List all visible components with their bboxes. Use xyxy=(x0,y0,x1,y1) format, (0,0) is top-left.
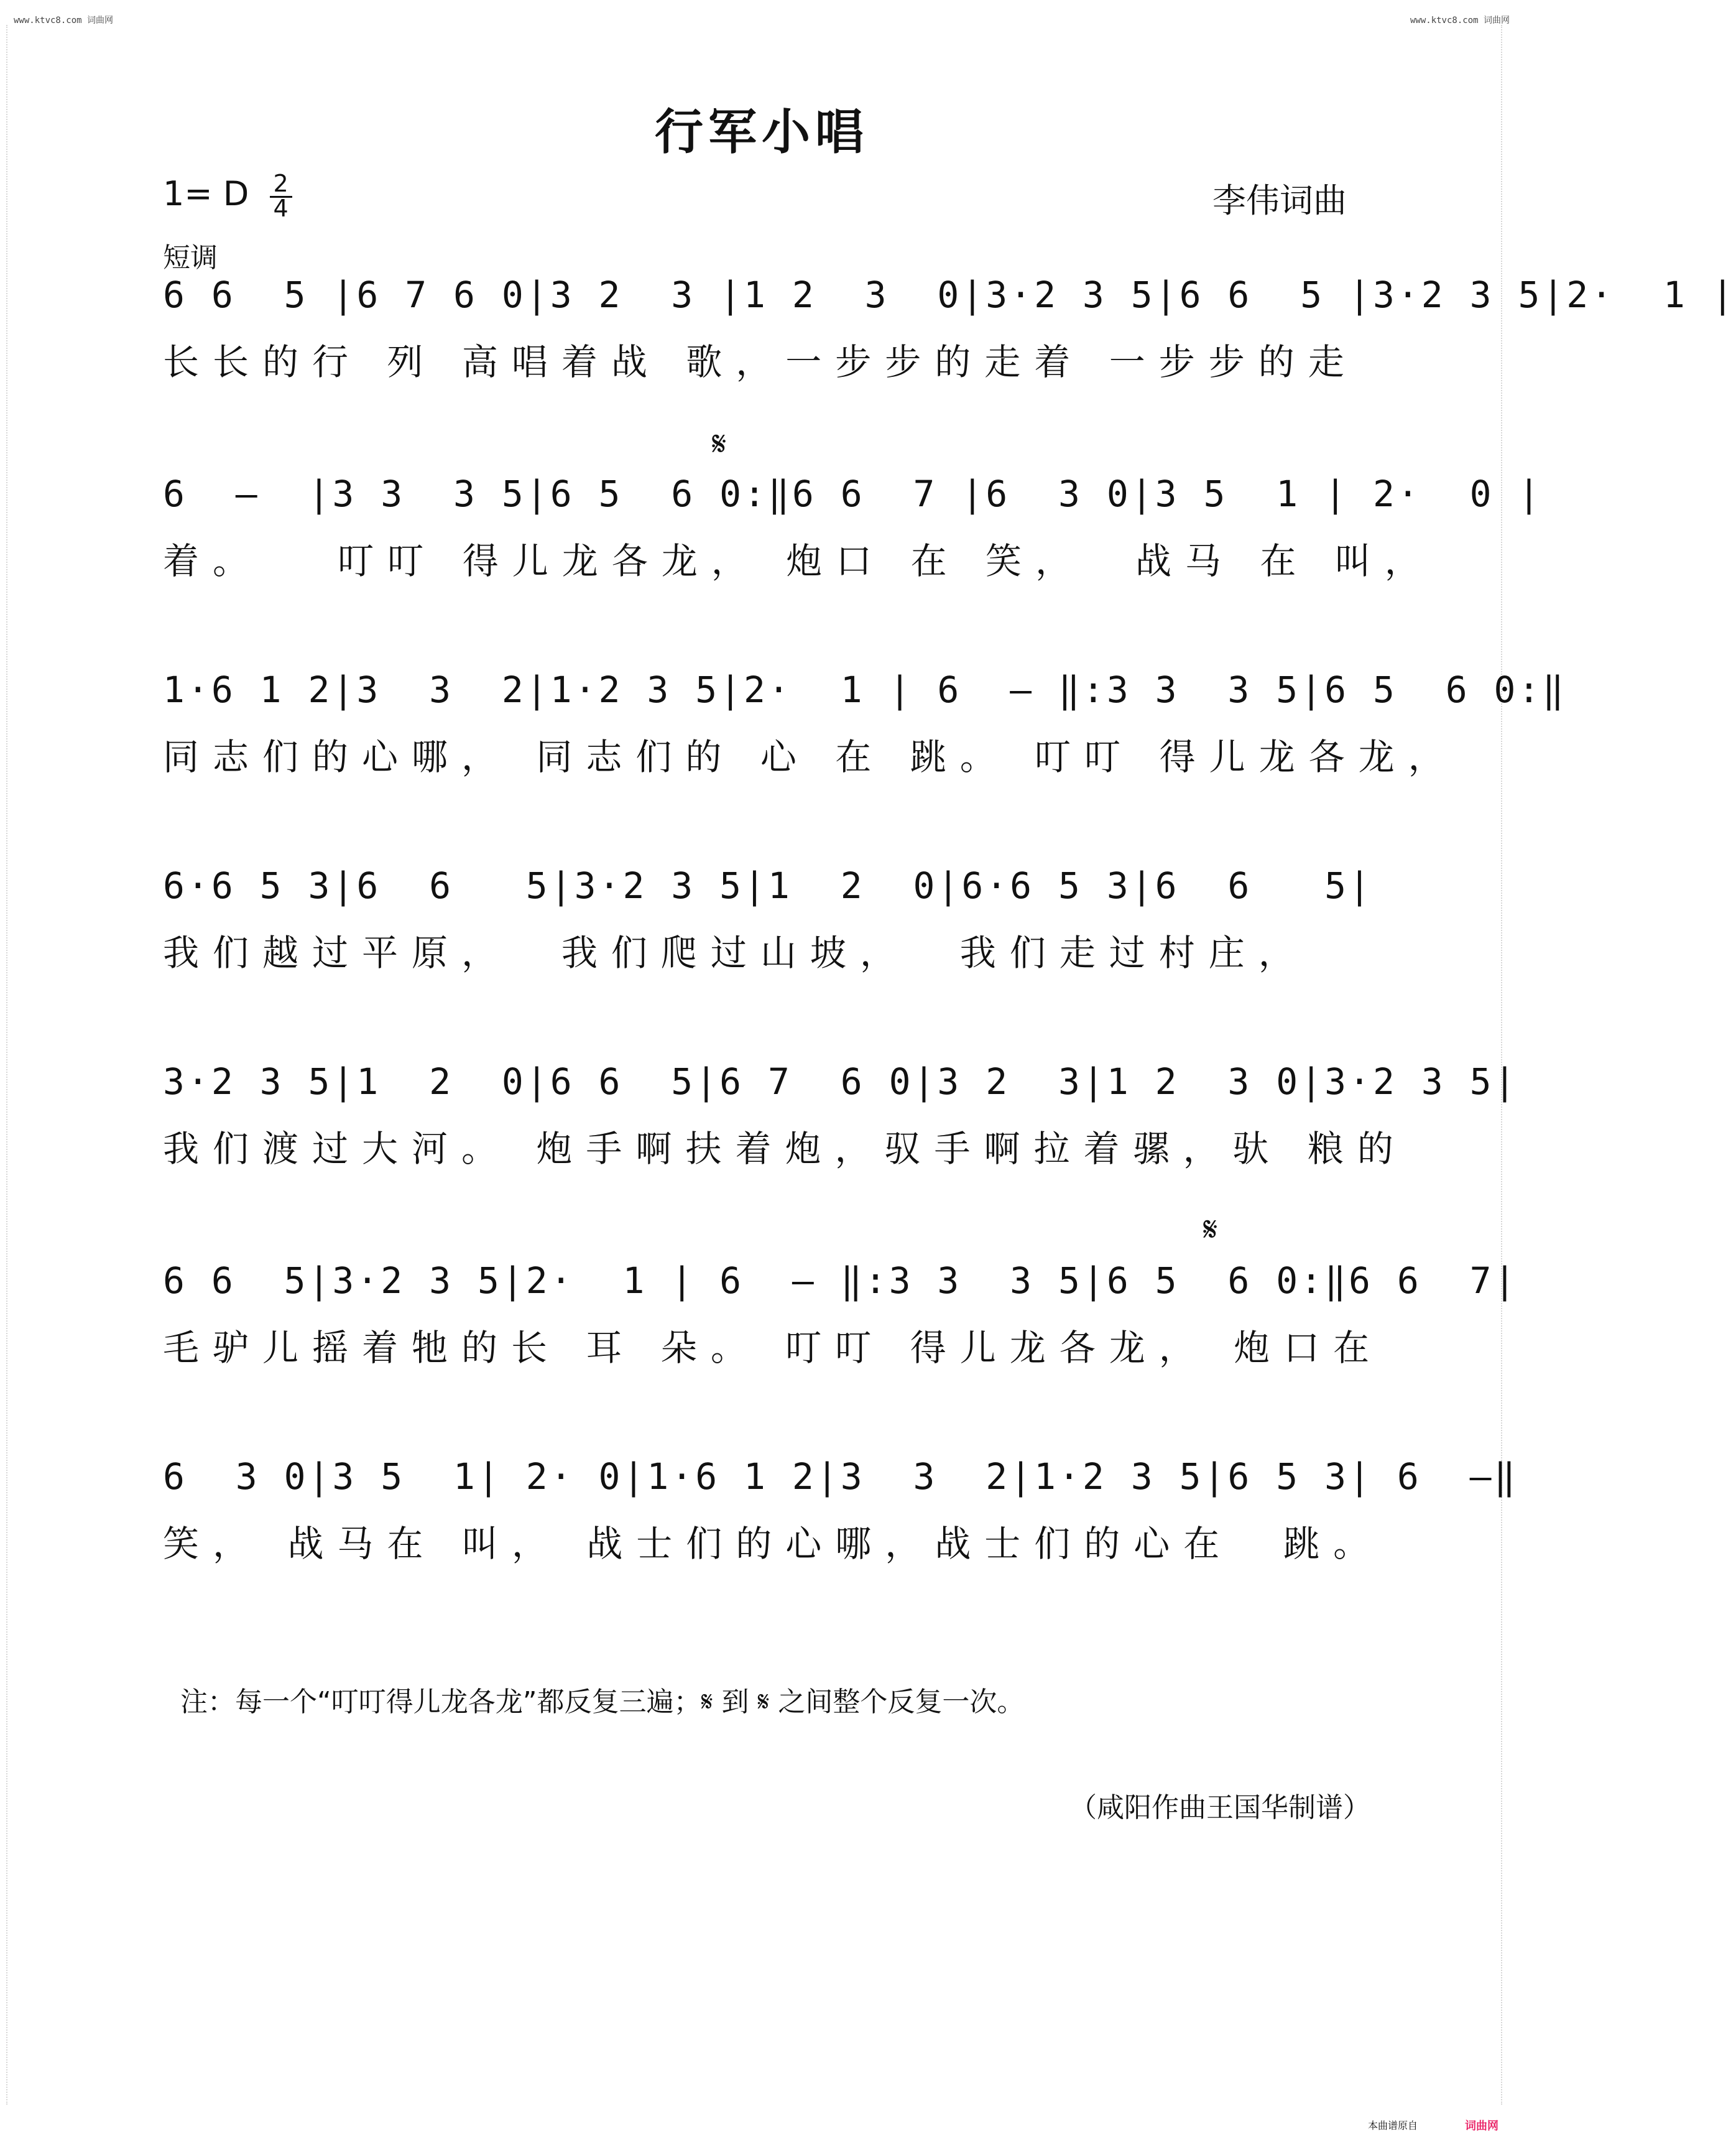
lyrics-line-7: 笑， 战马在 叫， 战士们的心哪，战士们的心在 跳。 xyxy=(163,1523,1383,1565)
tempo-marking: 短调 xyxy=(163,242,218,274)
notation-line-7: 6 3 0|3 5 1| 2· 0|1·6 1 2|3 3 2|1·2 3 5|6 5 3| 6 –‖ xyxy=(163,1455,1518,1498)
notation-line-1: 6 6 5 |6 7 6 0|3 2 3 |1 2 3 0|3·2 3 5|6 6 5 |3·2 3 5|2· 1 | xyxy=(163,274,1736,316)
lyrics-line-1: 长长的行 列 高唱着战 歌，一步步的走着 一步步的走 xyxy=(163,341,1358,383)
footer-source: 本曲谱原自 xyxy=(1367,2120,1418,2131)
time-signature xyxy=(267,170,295,223)
lyrics-line-2: 着。 叮叮 得儿龙各龙， 炮口 在 笑， 战马 在 叫， xyxy=(163,540,1434,582)
transcriber-credit: （咸阳作曲王国华制谱） xyxy=(1069,1792,1370,1824)
key-label: 1= D xyxy=(163,174,249,213)
performance-note: 注：每一个“叮叮得儿龙各龙”都反复三遍；𝄋 到 𝄋 之间整个反复一次。 xyxy=(180,1686,1025,1718)
left-watermark-strip xyxy=(6,25,22,2105)
corner-watermark-left: www.ktvc8.com 词曲网 xyxy=(14,16,114,26)
segno-sign-2: 𝄋 xyxy=(1203,1210,1218,1249)
notation-line-6: 6 6 5|3·2 3 5|2· 1 | 6 – ‖:3 3 3 5|6 5 6 0:‖6 6 7| xyxy=(163,1259,1518,1302)
time-denominator: 4 xyxy=(273,195,289,223)
lyrics-line-3: 同志们的心哪， 同志们的 心 在 跳。 叮叮 得儿龙各龙， xyxy=(163,736,1458,778)
notation-line-3: 1·6 1 2|3 3 2|1·2 3 5|2· 1 | 6 – ‖:3 3 3 5|6 5 6 0:‖ xyxy=(163,669,1567,711)
key-signature xyxy=(163,170,295,223)
segno-sign-1: 𝄋 xyxy=(712,424,727,463)
lyrics-line-5: 我们渡过大河。 炮手啊扶着炮，驭手啊拉着骡，驮 粮的 xyxy=(163,1128,1407,1170)
composer-credit: 李伟词曲 xyxy=(1212,181,1347,220)
time-numerator: 2 xyxy=(273,170,289,198)
song-title: 行军小唱 xyxy=(654,104,869,160)
notation-line-5: 3·2 3 5|1 2 0|6 6 5|6 7 6 0|3 2 3|1 2 3 0|3·2 3 5| xyxy=(163,1060,1518,1103)
lyrics-line-4: 我们越过平原， 我们爬过山坡， 我们走过村庄， xyxy=(163,932,1308,974)
notation-line-4: 6·6 5 3|6 6 5|3·2 3 5|1 2 0|6·6 5 3|6 6 5| xyxy=(163,865,1373,907)
lyrics-line-6: 毛驴儿摇着牠的长 耳 朵。 叮叮 得儿龙各龙， 炮口在 xyxy=(163,1327,1383,1369)
corner-watermark-right: www.ktvc8.com 词曲网 xyxy=(1410,16,1510,26)
footer-site-logo: 词曲网 xyxy=(1465,2120,1498,2133)
notation-line-2: 6 – |3 3 3 5|6 5 6 0:‖6 6 7 |6 3 0|3 5 1 | 2· 0 | xyxy=(163,473,1543,515)
